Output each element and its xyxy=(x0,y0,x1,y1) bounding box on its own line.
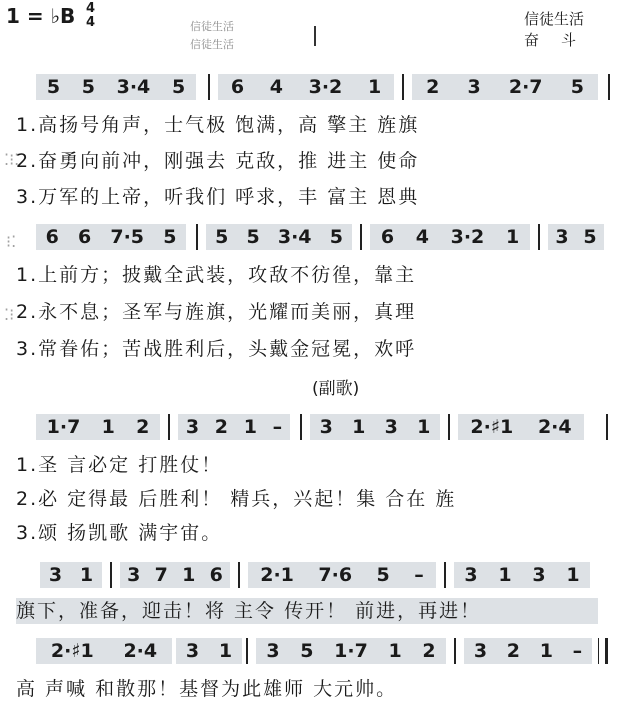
bar-line xyxy=(448,414,450,440)
measure xyxy=(310,414,440,440)
final-bar-line xyxy=(598,638,608,664)
song-subtitle: 奋斗 xyxy=(524,31,599,49)
bar-line xyxy=(110,562,112,588)
bleed-through-text: 信徒生活 xyxy=(190,38,234,51)
note: 6 xyxy=(77,226,92,248)
lyric-line: 旗下，准备，迎击！将 主令 传开！ 前进，再进！ xyxy=(16,598,598,624)
note: 1 xyxy=(388,640,402,662)
note: 1 xyxy=(505,226,520,248)
note: 3 xyxy=(464,564,478,586)
bar-line xyxy=(238,562,240,588)
note: 1 xyxy=(79,564,94,586)
note: 2·♯1 xyxy=(50,640,94,662)
note: 1 xyxy=(498,564,512,586)
scan-artifact: ⁚⁝ xyxy=(4,305,15,324)
bar-line xyxy=(208,74,210,100)
measure xyxy=(218,74,394,100)
notation-row xyxy=(0,414,630,444)
note: 4 xyxy=(269,76,283,98)
note: 6 xyxy=(380,226,395,248)
bleed-through-text: 信徒生活 xyxy=(190,20,234,33)
note: 2 xyxy=(426,76,440,98)
note: 1 xyxy=(182,564,196,586)
note: 5 xyxy=(246,226,260,248)
bar-line xyxy=(168,414,170,440)
bar-line xyxy=(608,74,610,100)
note: 3·2 xyxy=(308,76,343,98)
measure xyxy=(36,638,172,664)
measure xyxy=(458,414,584,440)
bar-line xyxy=(538,224,540,250)
note: 3 xyxy=(384,416,398,438)
song-category: 信徒生活 xyxy=(524,10,585,28)
lyric-line-verse-3: 3.颂 扬凯歌 满宇宙。 xyxy=(16,522,223,544)
note: 5 xyxy=(46,76,61,98)
chorus-label: (副歌) xyxy=(312,379,360,399)
note: 3 xyxy=(319,416,333,438)
note: 1 xyxy=(352,416,366,438)
lyric-line-verse-3: 3.万军的上帝，听我们 呼求，丰 富主 恩典 xyxy=(16,186,420,208)
note: 2·♯1 xyxy=(470,416,514,438)
note: 5 xyxy=(376,564,390,586)
measure xyxy=(36,414,160,440)
bar-line xyxy=(300,414,302,440)
bar-line xyxy=(454,638,456,664)
note: 3 xyxy=(467,76,481,98)
lyric-line-verse-2: 2.必 定得最 后胜利！ 精兵，兴起！集 合在 旌 xyxy=(16,488,457,510)
note: 2 xyxy=(214,416,228,438)
note: 3 xyxy=(185,416,200,438)
note: 3 xyxy=(266,640,280,662)
note: 1 xyxy=(566,564,580,586)
note: 6 xyxy=(230,76,245,98)
note: 3 xyxy=(555,226,569,248)
bar-line xyxy=(246,638,248,664)
lyric-line: 高 声喊 和散那！基督为此雄师 大元帅。 xyxy=(16,678,398,700)
measure xyxy=(412,74,598,100)
note: 6 xyxy=(209,564,223,586)
measure xyxy=(176,638,242,664)
note: 7·5 xyxy=(110,226,145,248)
measure xyxy=(40,562,102,588)
meter-top: 4 xyxy=(86,1,96,16)
note: 7 xyxy=(154,564,168,586)
note: 4 xyxy=(415,226,429,248)
note: – xyxy=(572,640,583,662)
note: 3 xyxy=(473,640,488,662)
note: 1 xyxy=(539,640,553,662)
meter-bottom: 4 xyxy=(86,15,96,30)
note: 3 xyxy=(532,564,546,586)
measure xyxy=(36,224,186,250)
note: 3 xyxy=(48,564,63,586)
note: 5 xyxy=(215,226,229,248)
note: – xyxy=(414,564,424,586)
scan-artifact: ⁚⁝⁚ xyxy=(4,150,20,169)
note: 5 xyxy=(329,226,343,248)
measure xyxy=(548,224,604,250)
note: 3·2 xyxy=(450,226,485,248)
note: 2·7 xyxy=(508,76,543,98)
lyric-line-verse-2: 2.奋勇向前冲，刚强去 克敌，推 进主 使命 xyxy=(16,150,420,172)
note: 1 xyxy=(243,416,257,438)
measure xyxy=(178,414,290,440)
bar-line xyxy=(444,562,446,588)
note: 1 xyxy=(367,76,382,98)
key-signature: 1 = ♭B xyxy=(6,4,76,28)
note: 2·1 xyxy=(260,564,294,586)
notation-row xyxy=(0,74,630,104)
measure xyxy=(256,638,446,664)
note: 2 xyxy=(136,416,150,438)
note: 2 xyxy=(422,640,436,662)
note: 1·7 xyxy=(46,416,81,438)
note: 5 xyxy=(300,640,314,662)
note: 2 xyxy=(506,640,520,662)
notation-row xyxy=(0,638,630,668)
note: 6 xyxy=(45,226,59,248)
notation-row xyxy=(0,224,630,254)
scan-artifact: ⁝⁚ xyxy=(6,232,17,251)
note: 5 xyxy=(163,226,177,248)
measure xyxy=(248,562,436,588)
note: 1 xyxy=(101,416,115,438)
measure xyxy=(464,638,592,664)
note: 5 xyxy=(570,76,584,98)
lyric-line-verse-2: 2.永不息；圣军与旌旗，光耀而美丽，真理 xyxy=(16,301,417,323)
time-signature xyxy=(86,2,95,30)
measure xyxy=(370,224,530,250)
bar-line xyxy=(402,74,404,100)
note: 3 xyxy=(127,564,141,586)
header-mark xyxy=(314,26,316,46)
measure xyxy=(36,74,196,100)
note: 1 xyxy=(417,416,431,438)
measure xyxy=(206,224,352,250)
note: 5 xyxy=(583,226,597,248)
note: – xyxy=(272,416,283,438)
note: 5 xyxy=(81,76,95,98)
note: 3 xyxy=(185,640,200,662)
bar-line xyxy=(360,224,362,250)
note: 7·6 xyxy=(318,564,353,586)
bar-line xyxy=(606,414,608,440)
note: 1·7 xyxy=(334,640,368,662)
lyric-line-verse-1: 1.圣 言必定 打胜仗！ xyxy=(16,454,223,476)
note: 1 xyxy=(218,640,233,662)
note: 2·4 xyxy=(537,416,572,438)
lyric-line-verse-3: 3.常眷佑；苦战胜利后，头戴金冠冕，欢呼 xyxy=(16,338,417,360)
lyric-line-verse-1: 1.高扬号角声，士气极 饱满，高 擎主 旌旗 xyxy=(16,114,420,136)
note: 3·4 xyxy=(277,226,312,248)
measure xyxy=(120,562,230,588)
notation-row xyxy=(0,562,630,592)
note: 3·4 xyxy=(116,76,151,98)
measure xyxy=(454,562,590,588)
lyric-line-verse-1: 1.上前方；披戴全武装，攻敌不彷徨，靠主 xyxy=(16,264,417,286)
note: 5 xyxy=(171,76,186,98)
bar-line xyxy=(196,224,198,250)
note: 2·4 xyxy=(123,640,158,662)
